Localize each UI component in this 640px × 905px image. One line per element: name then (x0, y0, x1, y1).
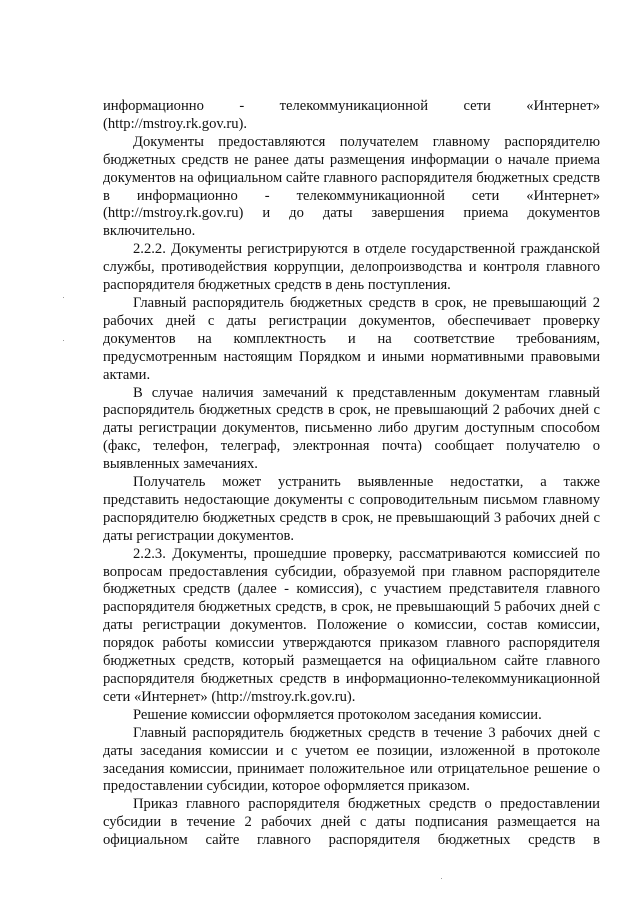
paragraph-decision-order: Главный распорядитель бюджетных средств в течение 3 рабочих дней с даты заседания комиссии и с учетом ее позиции, изложенной в протоколе заседания комиссии, принимает положительное или отрицательное решение о предоставлении субсидии, которое оформляется приказом. (103, 724, 600, 795)
scan-speck (441, 878, 442, 879)
scan-speck (63, 340, 64, 341)
paragraph-document-check: Главный распорядитель бюджетных средств в срок, не превышающий 2 рабочих дней с даты регистрации документов, обеспечивает проверку документов на комплектность и на соответствие требованиям, предусмотренным настоящим Порядком и иными нормативными правовыми актами. (103, 294, 600, 383)
paragraph-commission-decision: Решение комиссии оформляется протоколом заседания комиссии. (133, 706, 542, 723)
paragraph-2-2-2-registration: 2.2.2. Документы регистрируются в отделе государственной гражданской службы, противодействия коррупции, делопроизводства и контроля главного распорядителя бюджетных средств в день поступления. (103, 241, 600, 294)
scan-speck (63, 297, 64, 298)
paragraph-continuation: информационно - телекоммуникационной сети «Интернет» (http://mstroy.rk.gov.ru). (103, 98, 600, 132)
document-body (103, 98, 600, 850)
paragraph-submission-terms: Документы предоставляются получателем главному распорядителю бюджетных средств не ранее даты размещения информации о начале приема документов на официальном сайте главного распорядителя бюджетных средств в информационно - телекоммуникационной сети «Интернет» (http://mstroy.rk.gov.ru) и до даты завершения приема документов включительно. (103, 133, 600, 240)
paragraph-order-publication: Приказ главного распорядителя бюджетных средств о предоставлении субсидии в течение 2 рабочих дней с даты подписания размещается на официальном сайте главного распорядителя бюджетных средств в (103, 796, 600, 849)
paragraph-recipient-corrections: Получатель может устранить выявленные недостатки, а также представить недостающие документы с сопроводительным письмом главному распорядителю бюджетных средств в срок, не превышающий 3 рабочих дней с даты регистрации документов. (103, 474, 600, 544)
paragraph-2-2-3-commission: 2.2.3. Документы, прошедшие проверку, рассматриваются комиссией по вопросам предоставления субсидии, образуемой при главном распорядителе бюджетных средств (далее - комиссия), с участием представителя главного распорядителя бюджетных средств, в срок, не превышающий 5 рабочих дней с даты регистрации документов. Положение о комиссии, состав комиссии, порядок работы комиссии утверждаются приказом главного распорядителя бюджетных средств, который размещается на официальном сайте главного распорядителя бюджетных средств в информационно-телекоммуникационной сети «Интернет» (http://mstroy.rk.gov.ru). (103, 545, 600, 705)
paragraph-remarks-notice: В случае наличия замечаний к представленным документам главный распорядитель бюджетных средств в срок, не превышающий 2 рабочих дней с даты регистрации документов, письменно либо другим доступным способом (факс, телефон, телеграф, электронная почта) сообщает получателю о выявленных замечаниях. (103, 384, 600, 473)
